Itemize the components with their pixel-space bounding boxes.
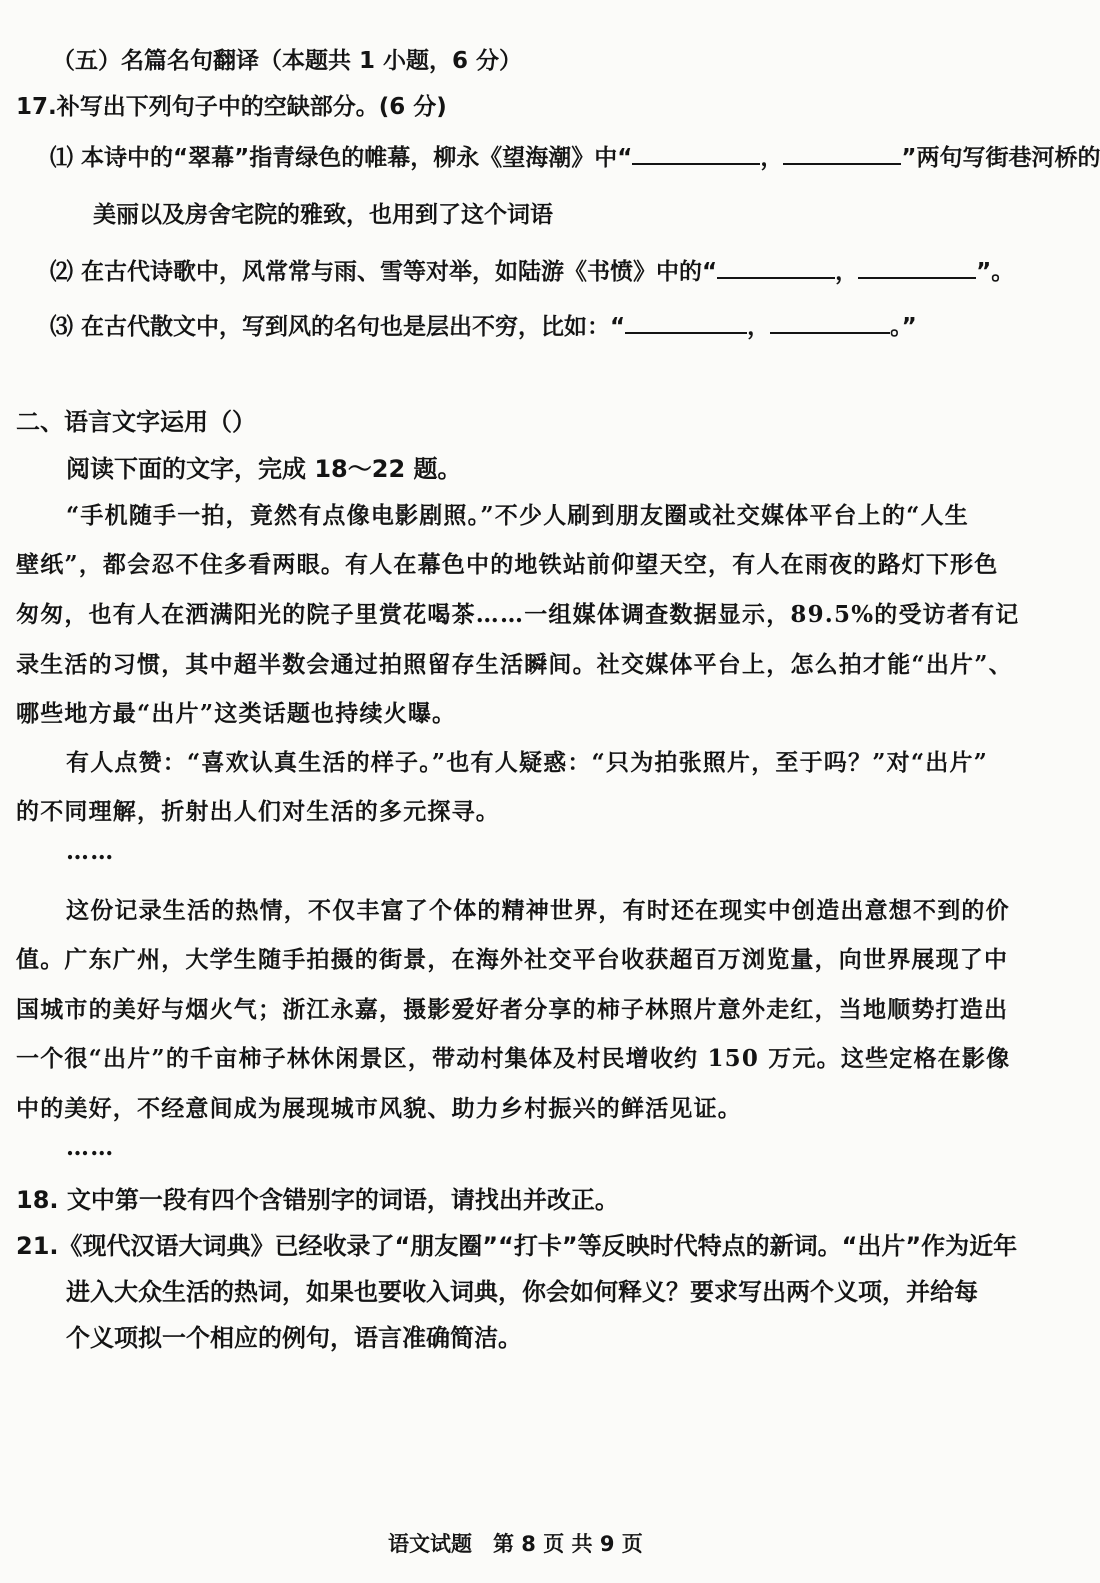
q17-item-1-text: ⑴ 本诗中的“翠幕”指青绿色的帷幕，柳永《望海潮》中“ xyxy=(50,145,633,171)
q17-item-2-text-end: ”。 xyxy=(976,259,1015,285)
blank-separator: ， xyxy=(760,145,784,171)
section2-title: 二、语言文字运用（） xyxy=(16,408,256,436)
part5-header: （五）名篇名句翻译（本题共 1 小题，6 分） xyxy=(52,48,523,74)
passage-line: 哪些地方最“出片”这类话题也持续火曝。 xyxy=(16,700,457,727)
passage-ellipsis: …… xyxy=(66,1134,115,1161)
passage-line: 国城市的美好与烟火气；浙江永嘉，摄影爱好者分享的柿子林照片意外走红，当地顺势打造出 xyxy=(16,996,1009,1023)
section2-instruction: 阅读下面的文字，完成 18～22 题。 xyxy=(66,455,462,483)
passage-line: 中的美好，不经意间成为展现城市风貌、助力乡村振兴的鲜活见证。 xyxy=(16,1095,742,1122)
answer-blank[interactable] xyxy=(783,145,901,165)
passage-line: 一个很“出片”的千亩柿子林休闲景区，带动村集体及村民增收约 150 万元。这些定格在影像 xyxy=(16,1045,1011,1072)
blank-separator: ， xyxy=(747,314,771,340)
passage-line: 壁纸”，都会忍不住多看两眼。有人在幕色中的地铁站前仰望天空，有人在雨夜的路灯下形色 xyxy=(16,551,999,578)
blank-separator: ， xyxy=(835,259,859,285)
q17-item-2-text: ⑵ 在古代诗歌中，风常常与雨、雪等对举，如陆游《书愤》中的“ xyxy=(50,259,718,285)
q17-stem: 17.补写出下列句子中的空缺部分。(6 分) xyxy=(16,94,447,120)
q17-item-1-cont: 美丽以及房舍宅院的雅致，也用到了这个词语 xyxy=(93,202,553,228)
q17-item-3-text: ⑶ 在古代散文中，写到风的名句也是层出不穷，比如：“ xyxy=(50,314,626,340)
page-footer: 语文试题 第 8 页 共 9 页 xyxy=(388,1532,643,1556)
passage-line: 值。广东广州，大学生随手拍摄的街景，在海外社交平台收获超百万浏览量，向世界展现了中 xyxy=(16,946,1009,973)
answer-blank[interactable] xyxy=(625,314,747,334)
passage-line: 匆匆，也有人在洒满阳光的院子里赏花喝茶……一组媒体调查数据显示，89.5%的受访者有记 xyxy=(16,601,1020,628)
passage-line: 有人点赞：“喜欢认真生活的样子。”也有人疑惑：“只为拍张照片，至于吗？”对“出片” xyxy=(66,749,989,776)
answer-blank[interactable] xyxy=(632,145,760,165)
q17-item-3-text-end: 。” xyxy=(890,314,917,340)
passage-line: “手机随手一拍，竟然有点像电影剧照。”不少人刷到朋友圈或社交媒体平台上的“人生 xyxy=(66,502,969,529)
passage-line: 的不同理解，折射出人们对生活的多元探寻。 xyxy=(16,798,500,825)
passage-line: 录生活的习惯，其中超半数会通过拍照留存生活瞬间。社交媒体平台上，怎么拍才能“出片”、 xyxy=(16,651,1013,678)
answer-blank[interactable] xyxy=(717,259,835,279)
q17-item-1 xyxy=(50,139,1100,172)
question-21-line: 个义项拟一个相应的例句，语言准确简洁。 xyxy=(66,1324,522,1352)
question-18: 18. 文中第一段有四个含错别字的词语，请找出并改正。 xyxy=(16,1186,619,1214)
q17-item-2 xyxy=(50,253,1014,286)
passage-ellipsis: …… xyxy=(66,838,115,865)
answer-blank[interactable] xyxy=(770,314,890,334)
q17-item-1-text-end: ”两句写街巷河桥的 xyxy=(901,145,1100,171)
passage-line: 这份记录生活的热情，不仅丰富了个体的精神世界，有时还在现实中创造出意想不到的价 xyxy=(66,897,1010,924)
question-21-line: 进入大众生活的热词，如果也要收入词典，你会如何释义？要求写出两个义项，并给每 xyxy=(66,1278,978,1306)
q17-item-3 xyxy=(50,308,917,341)
question-21-line: 21.《现代汉语大词典》已经收录了“朋友圈”“打卡”等反映时代特点的新词。“出片”作为近年 xyxy=(16,1232,1018,1260)
answer-blank[interactable] xyxy=(858,259,976,279)
